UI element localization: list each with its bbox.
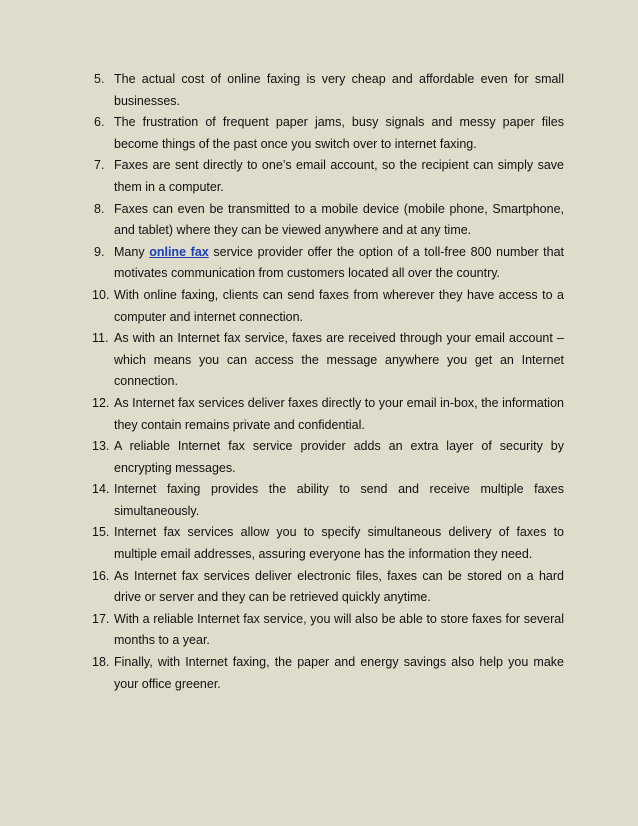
- item-number: 8.: [94, 201, 105, 216]
- list-item: [92, 609, 564, 652]
- item-text-after-link: service provider offer the option of a toll-free 800 number that motivates communication from customers located all over the country.: [114, 244, 565, 281]
- item-number: 6.: [94, 115, 105, 130]
- list-item: [92, 522, 564, 565]
- item-number: 10.: [92, 287, 110, 302]
- item-number: 14.: [92, 482, 110, 497]
- list-item: [92, 479, 564, 522]
- item-text: Faxes can even be transmitted to a mobile device (mobile phone, Smartphone, and tablet) where they can be viewed anywhere and at any time.: [114, 201, 564, 238]
- benefits-list: [92, 69, 564, 695]
- list-item: [92, 112, 564, 155]
- item-number: 16.: [92, 568, 110, 583]
- list-item: [92, 199, 564, 242]
- list-item: [92, 285, 564, 328]
- item-number: 12.: [92, 395, 110, 410]
- item-text: As with an Internet fax service, faxes are received through your email account – which means you can access the message anywhere you get an Internet connection.: [114, 331, 564, 389]
- item-text: As Internet fax services deliver faxes directly to your email in-box, the information they contain remains private and confidential.: [114, 395, 564, 432]
- list-item: [92, 155, 564, 198]
- item-number: 7.: [94, 158, 105, 173]
- item-text: The actual cost of online faxing is very cheap and affordable even for small businesses.: [114, 72, 564, 108]
- item-text: Internet faxing provides the ability to send and receive multiple faxes simultaneously.: [114, 482, 564, 518]
- online-fax-link[interactable]: online fax: [149, 244, 209, 259]
- item-number: 9.: [94, 244, 105, 259]
- item-number: 13.: [92, 439, 110, 454]
- item-text: With a reliable Internet fax service, you will also be able to store faxes for several months to a year.: [114, 611, 564, 648]
- item-number: 15.: [92, 525, 110, 540]
- item-text-before-link: Many: [114, 244, 150, 259]
- list-item: [92, 69, 564, 112]
- item-text: A reliable Internet fax service provider adds an extra layer of security by encrypting messages.: [114, 439, 564, 475]
- item-number: 5.: [94, 72, 105, 86]
- item-text: Finally, with Internet faxing, the paper and energy savings also help you make your office greener.: [114, 655, 564, 691]
- item-number: 17.: [92, 611, 110, 626]
- item-number: 11.: [92, 331, 109, 346]
- list-item: [92, 566, 564, 609]
- list-item: [92, 436, 564, 479]
- item-number: 18.: [92, 655, 110, 670]
- item-text: Internet fax services allow you to specify simultaneous delivery of faxes to multiple email addresses, assuring everyone has the information they need.: [114, 525, 564, 562]
- list-item: [92, 328, 564, 393]
- item-text: As Internet fax services deliver electronic files, faxes can be stored on a hard drive or server and they can be retrieved quickly anytime.: [114, 568, 564, 605]
- item-text: The frustration of frequent paper jams, busy signals and messy paper files become things of the past once you switch over to internet faxing.: [114, 115, 564, 151]
- item-text: Faxes are sent directly to one’s email account, so the recipient can simply save them in a computer.: [114, 158, 564, 194]
- list-item: [92, 242, 564, 285]
- item-text: With online faxing, clients can send faxes from wherever they have access to a computer and internet connection.: [114, 287, 564, 324]
- list-item: [92, 652, 564, 695]
- list-item: [92, 393, 564, 436]
